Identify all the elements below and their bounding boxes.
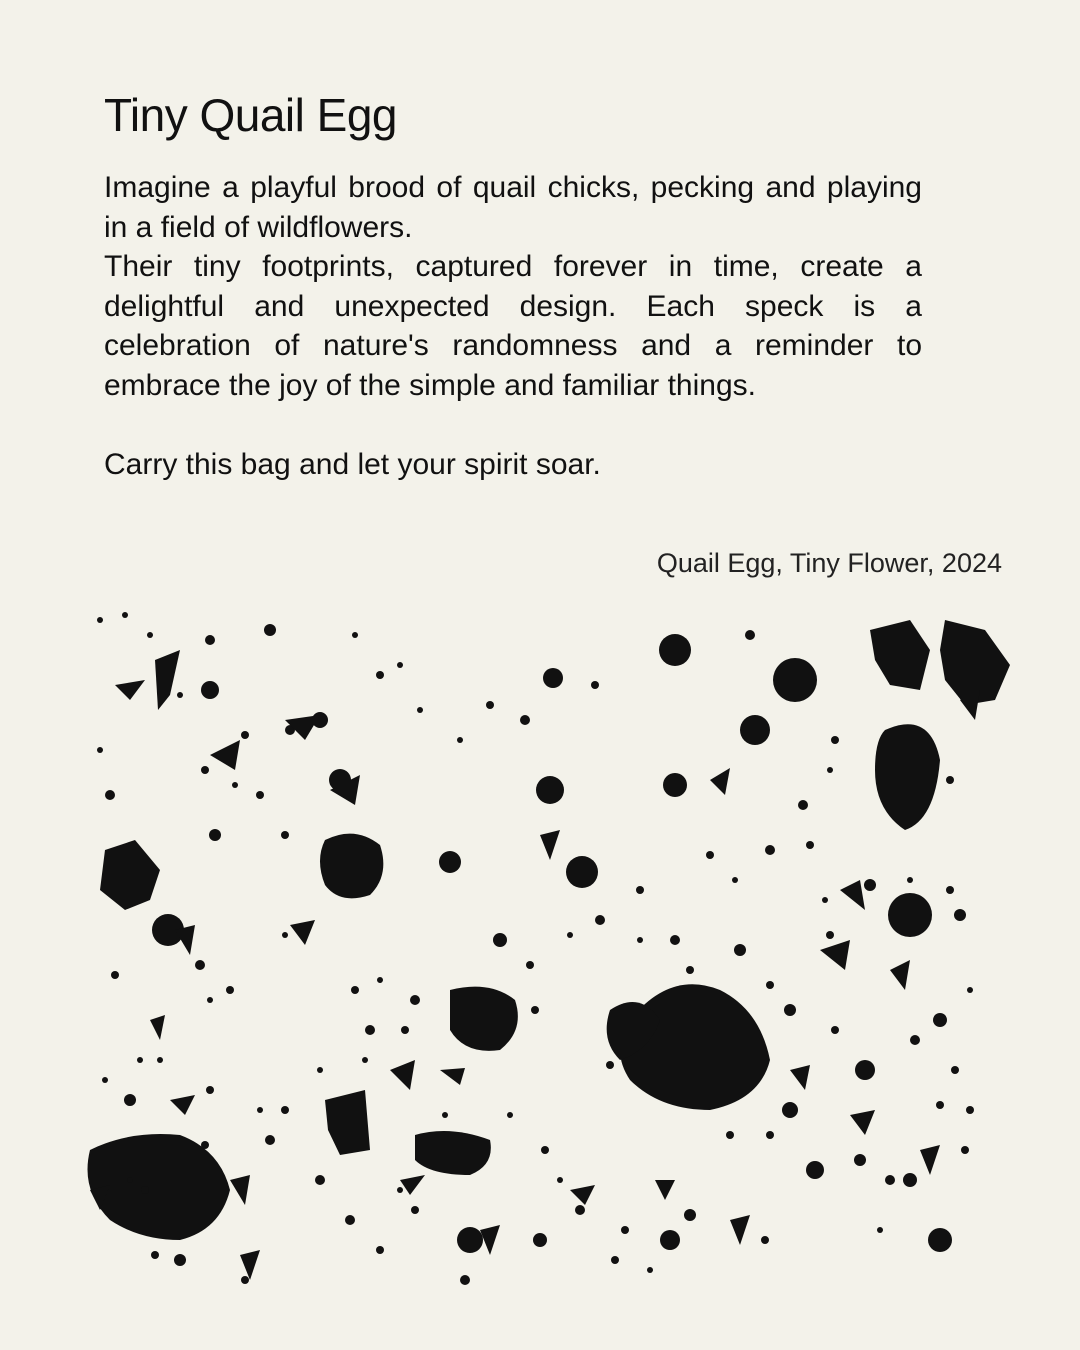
- paragraph-intro: Imagine a playful brood of quail chicks, pecking and playing in a field of wildflowers.: [104, 171, 922, 244]
- description: [104, 168, 922, 485]
- paragraph-closing: Carry this bag and let your spirit soar.: [104, 448, 601, 482]
- page-title: Tiny Quail Egg: [104, 89, 397, 141]
- blob-dot-5: [663, 773, 687, 797]
- blob-dot-6: [536, 776, 564, 804]
- paragraph-gap: [104, 406, 922, 446]
- blob-dot-7: [566, 856, 598, 888]
- blob-dot-12: [457, 1227, 483, 1253]
- blob-top-right-2: [940, 620, 1010, 705]
- blob-dot-3: [659, 634, 691, 666]
- speckle-pattern-artwork: [70, 590, 1030, 1310]
- blob-lower-left-center: [325, 1090, 370, 1155]
- blob-dot-13: [660, 1230, 680, 1250]
- blob-dot-4: [888, 893, 932, 937]
- blob-bottom-center: [415, 1131, 491, 1175]
- blob-mid-center: [320, 834, 383, 899]
- blob-dot-16: [201, 681, 219, 699]
- blob-dot-2: [740, 715, 770, 745]
- blob-dot-11: [855, 1060, 875, 1080]
- blob-dot-1: [773, 658, 817, 702]
- blob-dot-8: [439, 851, 461, 873]
- blob-dot-14: [928, 1228, 952, 1252]
- blob-mid-left: [100, 840, 160, 910]
- speckle-blobs: [88, 612, 1011, 1285]
- artwork-caption: Quail Egg, Tiny Flower, 2024: [656, 548, 1002, 578]
- paragraph-footprints: Their tiny footprints, captured forever in time, create a delightful and unexpected design. Each speck is a celebration of nature's randomness and a reminder to embrace the joy of the simple and familiar things.: [104, 250, 922, 402]
- blob-right-oval: [875, 724, 940, 830]
- blob-center-mid: [450, 987, 518, 1051]
- blob-dot-10: [543, 668, 563, 688]
- blob-top-right: [870, 620, 930, 690]
